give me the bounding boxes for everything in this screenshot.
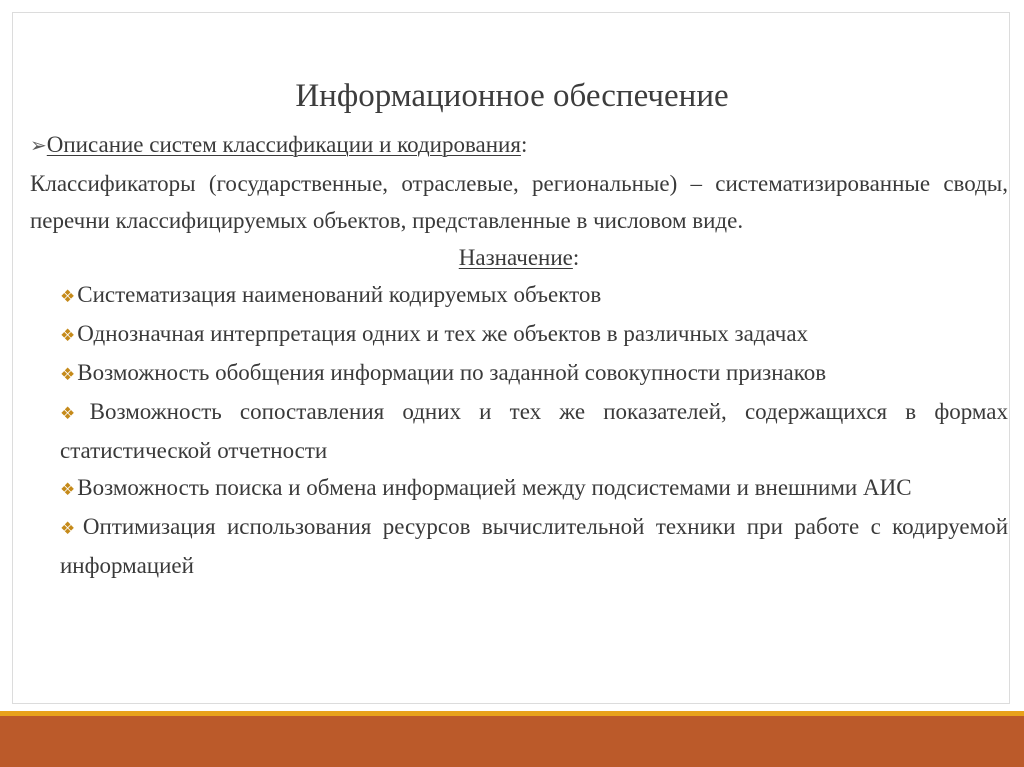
section-heading-line: [30, 126, 1008, 165]
diamond-cluster-icon: ❖: [60, 480, 76, 499]
section-heading: Описание систем классификации и кодирования: [46, 132, 521, 157]
list-item-text: Возможность обобщения информации по заданной совокупности признаков: [77, 360, 827, 385]
list-item: [60, 354, 1008, 393]
list-item-text: Оптимизация использования ресурсов вычислительной техники при работе с кодируемой информацией: [60, 514, 1008, 578]
slide-title: Информационное обеспечение: [295, 78, 729, 114]
arrow-right-icon: ➢: [30, 135, 47, 157]
list-item: [60, 315, 1008, 354]
diamond-cluster-icon: ❖: [60, 365, 76, 384]
purpose-list: [30, 276, 1008, 584]
purpose-heading-line: [30, 239, 1008, 276]
list-item-text: Однозначная интерпретация одних и тех же объектов в различных задачах: [77, 321, 809, 346]
list-item: [60, 508, 1008, 584]
diamond-cluster-icon: ❖: [60, 326, 76, 345]
footer-bar: [0, 716, 1024, 767]
section-heading-colon: :: [520, 132, 528, 157]
purpose-heading: Назначение: [458, 245, 573, 270]
list-item: [60, 469, 1008, 508]
diamond-cluster-icon: ❖: [60, 287, 76, 306]
purpose-heading-colon: :: [572, 245, 580, 270]
list-item-text: Возможность сопоставления одних и тех же показателей, содержащихся в формах статистической отчетности: [60, 399, 1008, 463]
list-item-text: Возможность поиска и обмена информацией между подсистемами и внешними АИС: [77, 475, 912, 500]
list-item: [60, 276, 1008, 315]
slide-content: [30, 126, 1008, 584]
diamond-cluster-icon: ❖: [60, 404, 88, 423]
list-item-text: Систематизация наименований кодируемых объектов: [77, 282, 602, 307]
list-item: [60, 393, 1008, 469]
classifier-description: Классификаторы (государственные, отраслевые, региональные) – систематизированные своды, перечни классифицируемых объектов, представленные в числовом виде.: [30, 171, 1008, 233]
diamond-cluster-icon: ❖: [60, 519, 81, 538]
